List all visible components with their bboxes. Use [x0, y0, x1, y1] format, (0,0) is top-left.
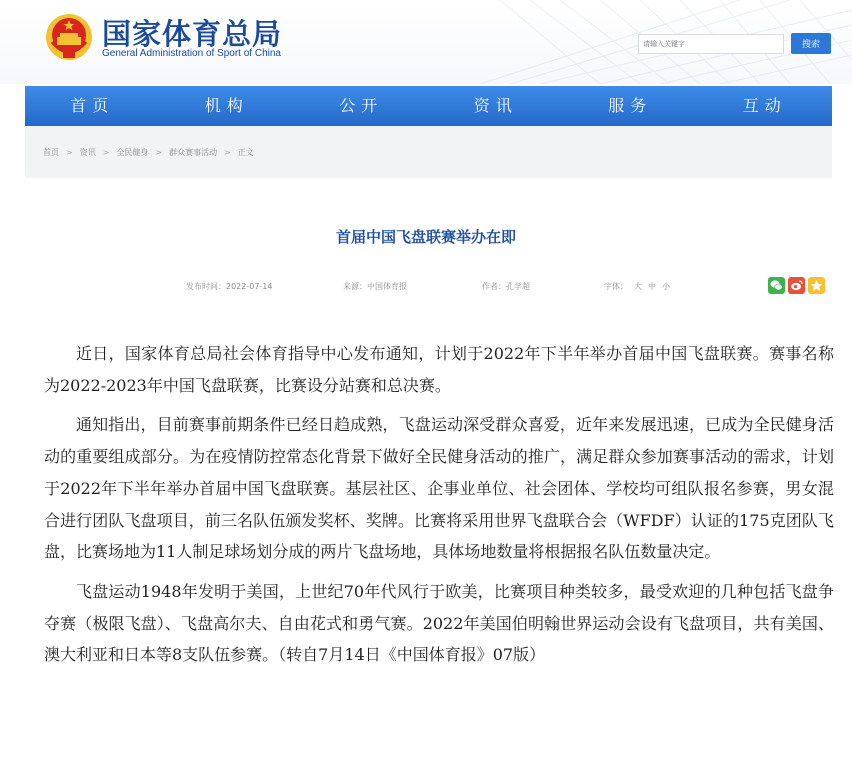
article-paragraph: 通知指出，目前赛事前期条件已经日趋成熟，飞盘运动深受群众喜爱，近年来发展迅速，已成为全民健身活动的重要组成部分。为在疫情防控常态化背景下做好全民健身活动的推广，满足群众参加赛事活动的需求，计划于2022年下半年举办首届中国飞盘联赛。基层社区、企事业单位、社会团体、学校均可组队报名参赛，男女混合进行团队飞盘项目，前三名队伍颁发奖杯、奖牌。比赛将采用世界飞盘联合会（WFDF）认证的175克团队飞盘，比赛场地为11人制足球场划分成的两片飞盘场地，具体场地数量将根据报名队伍数量决定。 — [44, 415, 834, 562]
article-date: 发布时间：2022-07-14 — [186, 282, 273, 291]
article-title: 首届中国飞盘联赛举办在即 — [335, 228, 516, 246]
search-button[interactable]: 搜索 — [791, 33, 831, 54]
font-size-large[interactable]: 大 — [634, 282, 642, 291]
main-nav — [25, 86, 832, 126]
breadcrumb-separator: > — [155, 147, 163, 157]
breadcrumb — [25, 126, 832, 178]
article-body — [44, 338, 834, 679]
site-subtitle: General Administration of Sport of China — [102, 48, 281, 59]
breadcrumb-separator: > — [102, 147, 110, 157]
site-header — [0, 0, 852, 84]
nav-item-public[interactable]: 公开 — [339, 96, 384, 115]
share-icons — [768, 277, 825, 294]
nav-item-home[interactable]: 首页 — [70, 96, 115, 115]
nav-item-organization[interactable]: 机构 — [204, 96, 249, 115]
article-paragraph: 飞盘运动1948年发明于美国，上世纪70年代风行于欧美，比赛项目种类较多，最受欢迎的几种包括飞盘争夺赛（极限飞盘）、飞盘高尔夫、自由花式和勇气赛。2022年美国伯明翰世界运动会设有飞盘项目，共有美国、澳大利亚和日本等8支队伍参赛。（转自7月14日《中国体育报》07版） — [44, 581, 834, 665]
nav-item-news[interactable]: 资讯 — [473, 96, 518, 115]
national-emblem-icon — [44, 12, 94, 62]
breadcrumb-current: 正文 — [237, 147, 254, 157]
breadcrumb-separator: > — [224, 147, 231, 157]
breadcrumb-home[interactable]: 首页 — [43, 147, 59, 157]
article-author: 作者：孔学超 — [482, 282, 530, 291]
qzone-icon[interactable] — [808, 277, 825, 294]
breadcrumb-separator: > — [66, 147, 73, 157]
nav-item-interaction[interactable]: 互动 — [742, 96, 787, 115]
article-source: 来源：中国体育报 — [343, 282, 407, 291]
wechat-icon[interactable] — [768, 277, 785, 294]
font-size-small[interactable]: 小 — [662, 282, 670, 291]
nav-item-services[interactable]: 服务 — [608, 96, 653, 115]
search-input[interactable] — [638, 34, 784, 54]
font-size-controls — [604, 281, 670, 292]
font-size-label: 字体： — [604, 282, 628, 291]
site-title[interactable]: 国家体育总局 — [102, 17, 283, 51]
weibo-icon[interactable] — [788, 277, 805, 294]
breadcrumb-fitness[interactable]: 全民健身 — [116, 147, 149, 157]
article-paragraph: 近日，国家体育总局社会体育指导中心发布通知，计划于2022年下半年举办首届中国飞盘联赛。赛事名称为2022-2023年中国飞盘联赛，比赛设分站赛和总决赛。 — [44, 344, 834, 395]
font-size-medium[interactable]: 中 — [648, 282, 656, 291]
breadcrumb-news[interactable]: 资讯 — [79, 147, 96, 157]
breadcrumb-events[interactable]: 群众赛事活动 — [169, 147, 218, 157]
